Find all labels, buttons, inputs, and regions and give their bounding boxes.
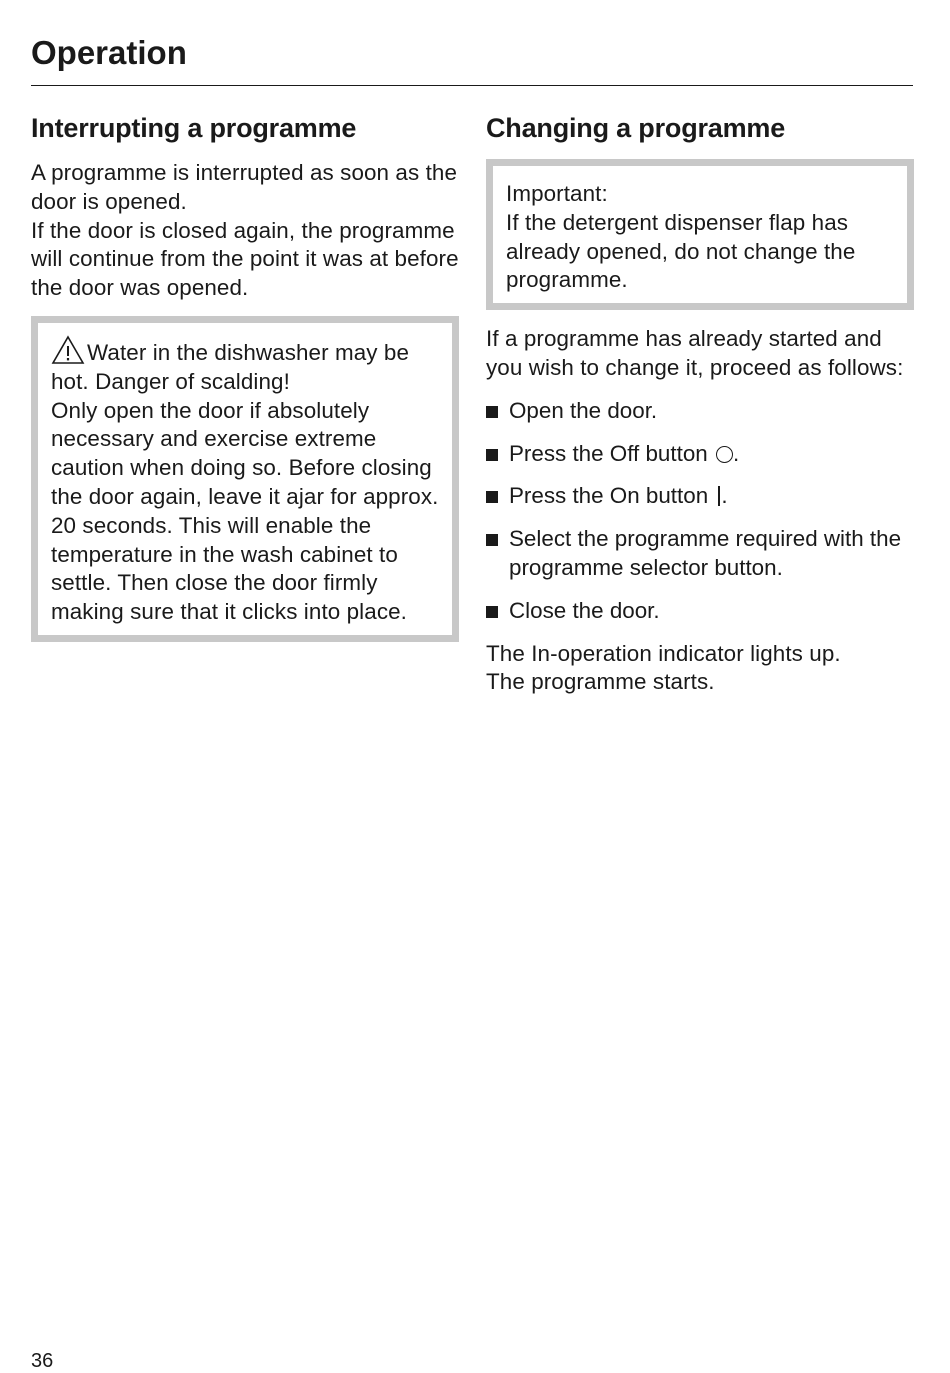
- page-title: Operation: [31, 34, 187, 71]
- square-bullet-icon: [486, 491, 498, 503]
- changing-intro: If a programme has already started and you wish to change it, proceed as follows:: [486, 326, 904, 380]
- warning-lead-line: [51, 335, 439, 397]
- important-notice-box: [486, 159, 914, 310]
- change-steps-list: [486, 397, 914, 626]
- step-period: .: [732, 440, 740, 466]
- interrupting-intro-2: If the door is closed again, the programme will continue from the point it was at before the door was opened.: [31, 217, 459, 301]
- step-text: Close the door.: [509, 597, 660, 623]
- square-bullet-icon: [486, 449, 498, 461]
- square-bullet-icon: [486, 406, 498, 418]
- page-number: 36: [31, 1350, 54, 1372]
- warning-triangle-icon: [51, 335, 85, 365]
- step-period: .: [721, 483, 728, 509]
- important-title: Important:: [506, 181, 608, 206]
- step-press-on: [486, 482, 914, 511]
- step-select-programme: [486, 525, 914, 583]
- changing-section: [486, 109, 914, 697]
- step-text: Press the On button: [509, 483, 709, 509]
- step-text: Select the programme required with the programme selector button.: [509, 526, 902, 580]
- interrupting-intro-1: A programme is interrupted as soon as the door is opened.: [31, 160, 458, 214]
- changing-outro-1: The In-operation indicator lights up.: [486, 640, 841, 666]
- step-text: Press the Off button: [509, 440, 708, 466]
- warning-body: Only open the door if absolutely necessary and exercise extreme caution when doing so. Before closing the door again, leave it ajar for approx. 20 seconds. This will enable the temperature in the wash cabinet to settle. Then close the door firmly making sure that it clicks into place.: [51, 397, 439, 625]
- warning-lead: Water in the dishwasher may be hot. Danger of scalding!: [51, 339, 410, 394]
- step-open-door: [486, 397, 914, 426]
- scalding-warning-box: [31, 316, 459, 642]
- step-press-off: [486, 440, 914, 469]
- changing-outro-2: The programme starts.: [486, 669, 715, 695]
- changing-heading: Changing a programme: [486, 113, 786, 143]
- step-close-door: [486, 597, 914, 626]
- step-text: Open the door.: [509, 397, 658, 423]
- title-divider: [31, 85, 913, 86]
- interrupting-section: [31, 109, 459, 642]
- square-bullet-icon: [486, 606, 498, 618]
- important-body: If the detergent dispenser flap has already opened, do not change the programme.: [506, 209, 856, 293]
- interrupting-heading: Interrupting a programme: [31, 113, 357, 143]
- square-bullet-icon: [486, 534, 498, 546]
- off-button-circle-icon: [716, 446, 733, 463]
